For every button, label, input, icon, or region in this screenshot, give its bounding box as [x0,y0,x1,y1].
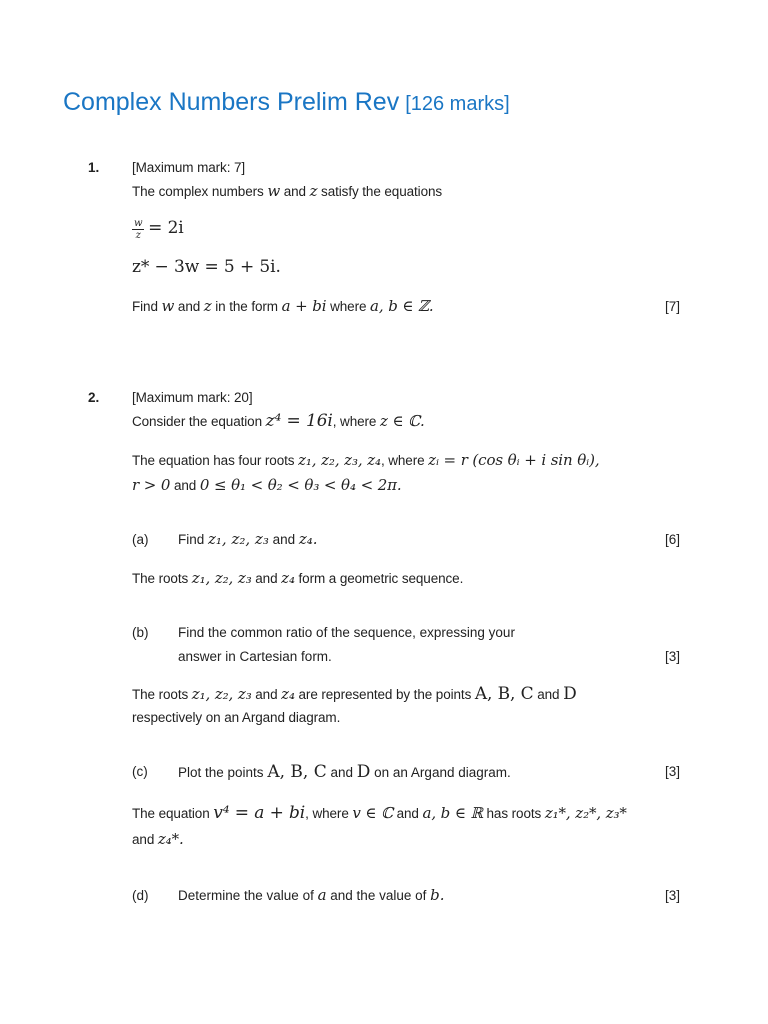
q2-cond-and: and [170,478,200,493]
q2-geo-last: z₄ [281,569,295,587]
q2c-mark: [3] [664,764,680,779]
q1-find-mid: in the form [211,299,282,314]
q2-roots-form: zᵢ = r (cos θᵢ + i sin θᵢ), [428,451,600,469]
q1-intro-w: w [267,182,281,200]
q1-max-mark: [Maximum mark: 7] [132,160,246,175]
q2b-label: (b) [132,625,149,640]
q1-equation-2 [132,257,281,277]
q2-roots-list: z₁, z₂, z₃, z₄ [298,451,381,469]
q2-rep-last: z₄ [281,685,295,703]
q2d-pre: Determine the value of [178,888,318,903]
q1-find-w: w [161,297,175,315]
q2-rep-points: A, B, C [474,684,534,704]
q2-conditions [132,476,402,494]
q1-find-and: and [174,299,204,314]
q2a-vars: z₁, z₂, z₃ [208,530,269,548]
q2-v-line-2 [132,830,184,848]
page-title [63,88,510,117]
q2-v-set1: v ∈ ℂ [352,804,393,822]
q2-v-where: , where [305,806,353,821]
q1-fraction-den: z [135,230,141,241]
q1-fraction [132,218,144,241]
q2b-line-2: answer in Cartesian form. [178,649,332,664]
q2-cond-theta: 0 ≤ θ₁ < θ₂ < θ₃ < θ₄ < 2π. [199,476,402,494]
q2-v-line2-last: z₄*. [157,830,184,848]
q2a-text [178,530,318,548]
q1-find-pre: Find [132,299,162,314]
q2a-label: (a) [132,532,149,547]
q2-max-mark: [Maximum mark: 20] [132,390,253,405]
q1-intro-text: The complex numbers [132,184,268,199]
q2c-d: D [356,762,371,782]
q1-intro-post: satisfy the equations [317,184,443,199]
q2-consider [132,411,425,431]
q2d-mid: and the value of [326,888,431,903]
title-marks: [126 marks] [405,93,510,115]
q2a-and: and [268,532,299,547]
q2d-text [178,886,444,904]
q2c-and: and [326,765,357,780]
q2c-text [178,762,511,782]
q2-rep-and: and [251,687,282,702]
q2-rep-vars: z₁, z₂, z₃ [191,685,252,703]
q2-v-line2-and: and [132,832,158,847]
q1-find-set: a, b ∈ ℤ. [370,297,434,315]
q2b-mark: [3] [664,649,680,664]
q1-mark: [7] [664,299,680,314]
q2-cond-r: r > 0 [132,476,171,494]
q1-find-form: a + bi [281,297,327,315]
q2-consider-pre: Consider the equation [132,414,266,429]
q2-geo-vars: z₁, z₂, z₃ [191,569,252,587]
q2d-label: (d) [132,888,149,903]
q2-v-and: and [392,806,423,821]
q2-geo-pre: The roots [132,571,192,586]
q2a-mark: [6] [664,532,680,547]
q2-v-pre: The equation [132,806,214,821]
q2-rep-d: D [563,684,577,704]
q2b-line-1: Find the common ratio of the sequence, expressing your [178,625,515,640]
q2-roots-where: , where [380,453,429,468]
q1-intro-z: z [309,182,318,200]
q2-rep-mid: are represented by the points [294,687,475,702]
q2a-last: z₄. [298,530,318,548]
q2d-mark: [3] [664,888,680,903]
q1-intro-and: and [280,184,310,199]
q1-eq2-text: z* − 3w = 5 + 5i. [132,257,281,277]
q2-roots-pre: The equation has four roots [132,453,299,468]
question-2-number: 2. [88,390,100,405]
q2-v-has: has roots [482,806,545,821]
q2-rep-pre: The roots [132,687,192,702]
q1-fraction-num: w [134,218,143,229]
q2d-a: a [317,886,327,904]
q2-v-set2: a, b ∈ ℝ [422,804,483,822]
q2-v-roots: z₁*, z₂*, z₃* [544,804,627,822]
q2c-points: A, B, C [267,762,327,782]
q1-find-z: z [203,297,212,315]
q2-geo-and: and [251,571,282,586]
q2d-b: b. [430,886,445,904]
q2-represented [132,684,577,704]
q2-represented-line-2: respectively on an Argand diagram. [132,710,341,725]
q1-find [132,297,434,315]
q2-rep-and2: and [533,687,564,702]
q2c-pre: Plot the points [178,765,268,780]
q2-geo-post: form a geometric sequence. [294,571,464,586]
title-text: Complex Numbers Prelim Rev [63,88,400,116]
q2-v-equation [132,803,627,823]
q2-v-eq: v⁴ = a + bi [213,803,306,823]
q2-geometric [132,569,463,587]
q2-roots [132,451,600,469]
q2-consider-set: z ∈ ℂ. [379,412,425,430]
q1-intro [132,182,442,200]
q1-equation-1 [132,218,184,241]
q2-consider-where: , where [332,414,380,429]
q1-eq1-rhs: = 2i [148,218,184,239]
q2a-pre: Find [178,532,209,547]
q2c-post: on an Argand diagram. [370,765,511,780]
question-1-number: 1. [88,160,100,175]
q1-find-where: where [326,299,371,314]
q2c-label: (c) [132,764,148,779]
q2-consider-eq: z⁴ = 16i [265,411,333,431]
